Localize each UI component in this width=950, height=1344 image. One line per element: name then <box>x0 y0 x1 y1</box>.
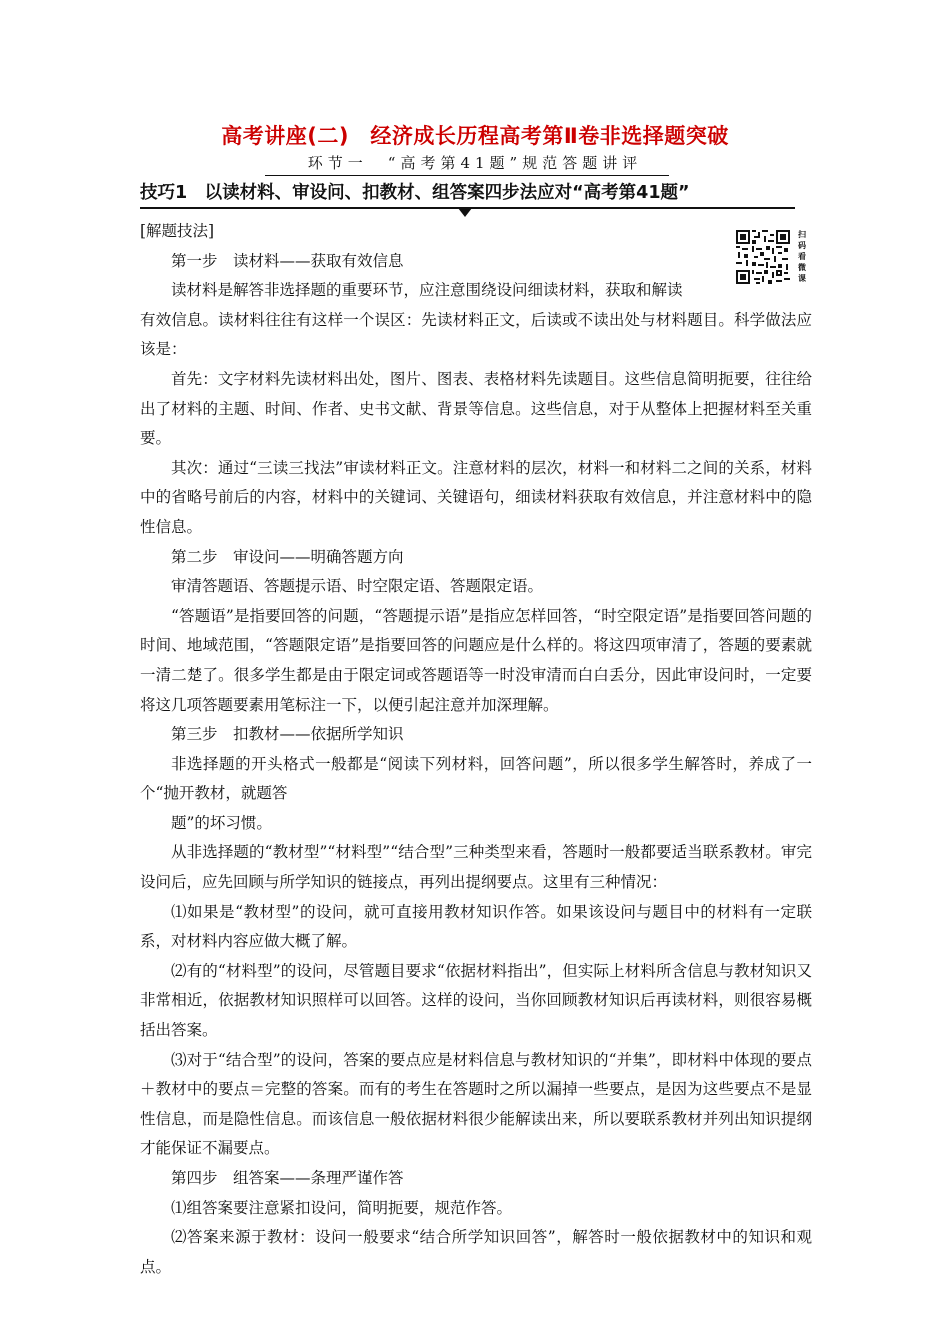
step1-paragraph-3: 其次：通过“三读三找法”审读材料正文。注意材料的层次，材料一和材料二之间的关系，材料中的省略号前后的内容，材料中的关键词、关键语句，细读材料获取有效信息，并注意材料中的隐性信息。 <box>140 458 812 536</box>
step2-paragraph-1: 审清答题语、答题提示语、时空限定语、答题限定语。 <box>171 577 544 596</box>
section-heading: 技巧1 以读材料、审设问、扣教材、组答案四步法应对“高考第41题” <box>140 183 690 203</box>
step1-title: 第一步 读材料——获取有效信息 <box>171 251 404 270</box>
page-title: 高考讲座(二) 经济成长历程高考第Ⅱ卷非选择题突破 <box>221 124 729 148</box>
step1-paragraph-2: 首先：文字材料先读材料出处，图片、图表、表格材料先读题目。这些信息简明扼要，往往给出了材料的主题、时间、作者、史书文献、背景等信息。这些信息，对于从整体上把握材料至关重要。 <box>140 369 812 448</box>
step2-title: 第二步 审设问——明确答题方向 <box>171 547 404 566</box>
subtitle-underline <box>265 175 669 176</box>
step3-title: 第三步 扣教材——依据所学知识 <box>171 725 404 744</box>
step3-paragraph-5: ⑶对于“结合型”的设问，答案的要点应是材料信息与教材知识的“并集”，即材料中体现的要点＋教材中的要点＝完整的答案。而有的考生在答题时之所以漏掉一些要点，是因为这些要点不是显性信息，而是隐性信息。而该信息一般依据材料很少能解读出来，所以要联系教材并列出知识提纲才能保证不漏要点。 <box>140 1050 812 1158</box>
step2-paragraph-2: “答题语”是指要回答的问题，“答题提示语”是指应怎样回答，“时空限定语”是指要回答问题的时间、地域范围，“答题限定语”是指要回答的问题应是什么样的。将这四项审清了，答题的要素就一清二楚了。很多学生都是由于限定词或答题语等一时没审清而白白丢分，因此审设问时，一定要将这几项答题要素用笔标注一下，以便引起注意并加深理解。 <box>140 606 812 714</box>
heading-arrow-icon <box>458 208 472 217</box>
page-subtitle: 环节一 “高考第41题”规范答题讲评 <box>307 154 643 172</box>
section-label: [解题技法] <box>140 222 215 240</box>
qr-caption: 扫 码 看 微 课 <box>798 230 806 283</box>
step4-paragraph-1: ⑴组答案要注意紧扣设问，简明扼要，规范作答。 <box>171 1198 513 1217</box>
step3-paragraph-3: ⑴如果是“教材型”的设问，就可直接用教材知识作答。如果该设问与题目中的材料有一定联系，对材料内容应做大概了解。 <box>140 902 812 951</box>
document-body <box>140 217 812 1282</box>
step4-paragraph-2: ⑵答案来源于教材：设问一般要求“结合所学知识回答”，解答时一般依据教材中的知识和观点。 <box>140 1228 812 1276</box>
step1-paragraph-1: 读材料是解答非选择题的重要环节，应注意围绕设问细读材料，获取和解读 <box>171 281 683 300</box>
step3-paragraph-4: ⑵有的“材料型”的设问，尽管题目要求“依据材料指出”，但实际上材料所含信息与教材知识又非常相近，依据教材知识照样可以回答。这样的设问，当你回顾教材知识后再读材料，则很容易概括出答案。 <box>140 961 812 1040</box>
step3-paragraph-2: 从非选择题的“教材型”“材料型”“结合型”三种类型来看，答题时一般都要适当联系教材。审完设问后，应先回顾与所学知识的链接点，再列出提纲要点。这里有三种情况： <box>140 843 812 892</box>
step3-paragraph-1: 非选择题的开头格式一般都是“阅读下列材料，回答问题”，所以很多学生解答时，养成了一个“抛开教材，就题答 <box>140 754 812 803</box>
step4-title: 第四步 组答案——条理严谨作答 <box>171 1169 404 1187</box>
step1-paragraph-1-continued: 有效信息。读材料往往有这样一个误区：先读材料正文，后读或不读出处与材料题目。科学做法应该是： <box>140 310 812 359</box>
step3-paragraph-1-continued: 题”的坏习惯。 <box>171 813 272 832</box>
